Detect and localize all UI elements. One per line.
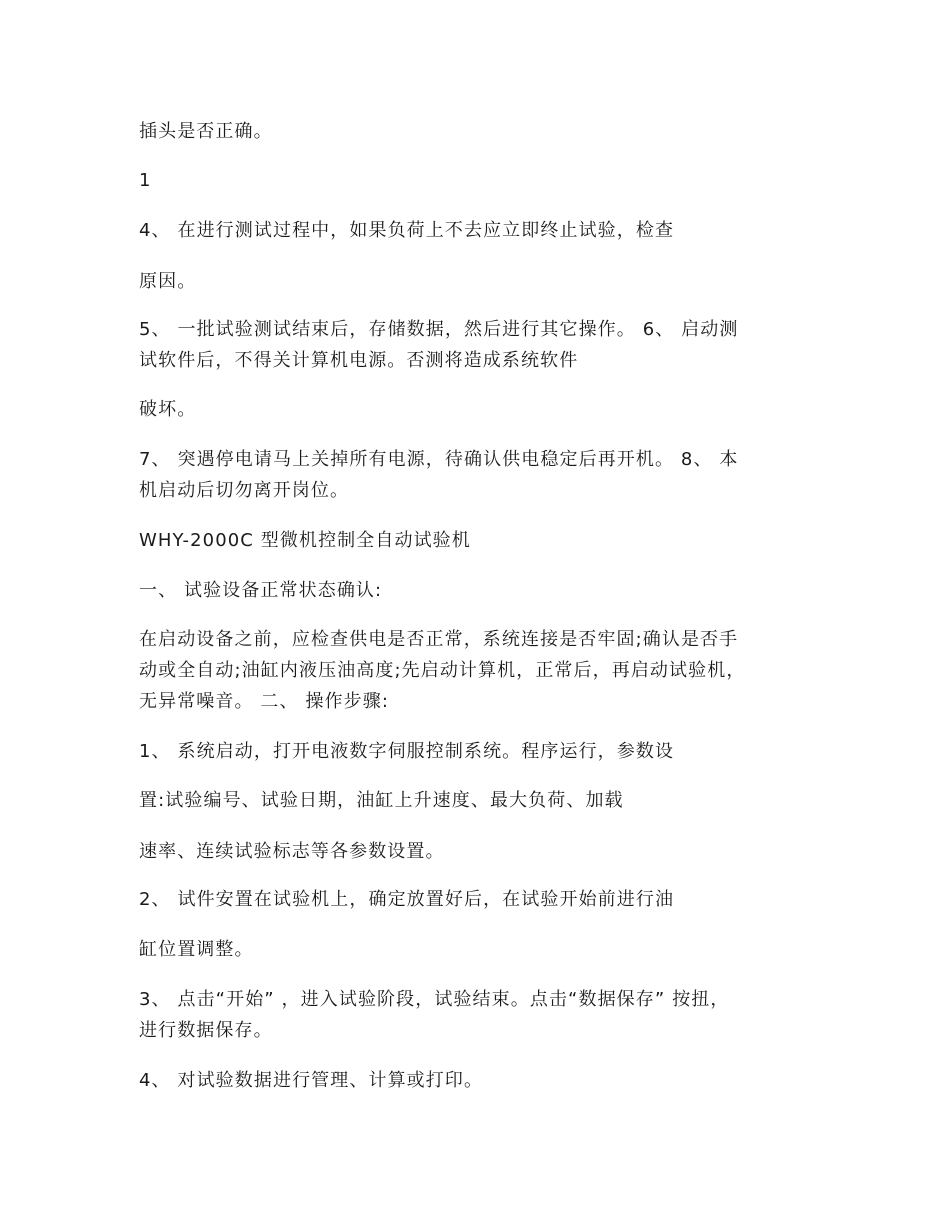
paragraph-item-6-cont: [139, 394, 819, 425]
text-line: 破坏。: [139, 399, 197, 420]
paragraph-item-4: [139, 215, 819, 246]
paragraph-step-1-cont2: [139, 836, 819, 867]
paragraph-step-4: [139, 1065, 819, 1096]
text-line: 1: [139, 170, 152, 191]
text-line: 7、 突遇停电请马上关掉所有电源，待确认供电稳定后再开机。 8、 本: [139, 449, 739, 470]
text-line: 进行数据保存。: [139, 1020, 273, 1041]
page-number: [139, 165, 819, 196]
paragraph-pre-start-check: [139, 624, 819, 717]
paragraph-item-5-6: [139, 314, 819, 376]
text-line: 机启动后切勿离开岗位。: [139, 480, 350, 501]
text-line: 3、 点击“开始” ，进入试验阶段，试验结束。点击“数据保存” 按扭，: [139, 989, 730, 1010]
paragraph-plug-check: [139, 116, 819, 147]
text-line: 缸位置调整。: [139, 939, 254, 960]
text-line: 一、 试验设备正常状态确认:: [139, 580, 383, 601]
text-line: 在启动设备之前，应检查供电是否正常，系统连接是否牢固;确认是否手: [139, 629, 739, 650]
paragraph-step-2: [139, 884, 819, 915]
paragraph-step-3: [139, 984, 819, 1046]
paragraph-step-1-cont: [139, 785, 819, 816]
text-line: 动或全自动;油缸内液压油高度;先启动计算机，正常后，再启动试验机，: [139, 660, 746, 681]
heading-section-1: [139, 575, 819, 606]
paragraph-step-1: [139, 736, 819, 767]
text-line: 1、 系统启动，打开电液数字伺服控制系统。程序运行，参数设: [139, 741, 675, 762]
text-line: 4、 在进行测试过程中，如果负荷上不去应立即终止试验，检查: [139, 220, 675, 241]
document-page: [139, 0, 819, 1230]
text-line: 原因。: [139, 271, 197, 292]
text-line: 5、 一批试验测试结束后，存储数据，然后进行其它操作。 6、 启动测: [139, 319, 739, 340]
text-line: 无异常噪音。 二、 操作步骤:: [139, 691, 390, 712]
text-line: 试软件后，不得关计算机电源。否测将造成系统软件: [139, 350, 579, 371]
text-line: 2、 试件安置在试验机上，确定放置好后，在试验开始前进行油: [139, 889, 675, 910]
paragraph-item-7-8: [139, 444, 819, 506]
text-line: 速率、连续试验标志等各参数设置。: [139, 841, 445, 862]
text-line: WHY-2000C 型微机控制全自动试验机: [139, 530, 471, 551]
paragraph-step-2-cont: [139, 934, 819, 965]
text-line: 插头是否正确。: [139, 121, 273, 142]
text-line: 4、 对试验数据进行管理、计算或打印。: [139, 1070, 484, 1091]
section-title: [139, 525, 819, 556]
text-line: 置:试验编号、试验日期，油缸上升速度、最大负荷、加载: [139, 790, 624, 811]
paragraph-item-4-cont: [139, 266, 819, 297]
